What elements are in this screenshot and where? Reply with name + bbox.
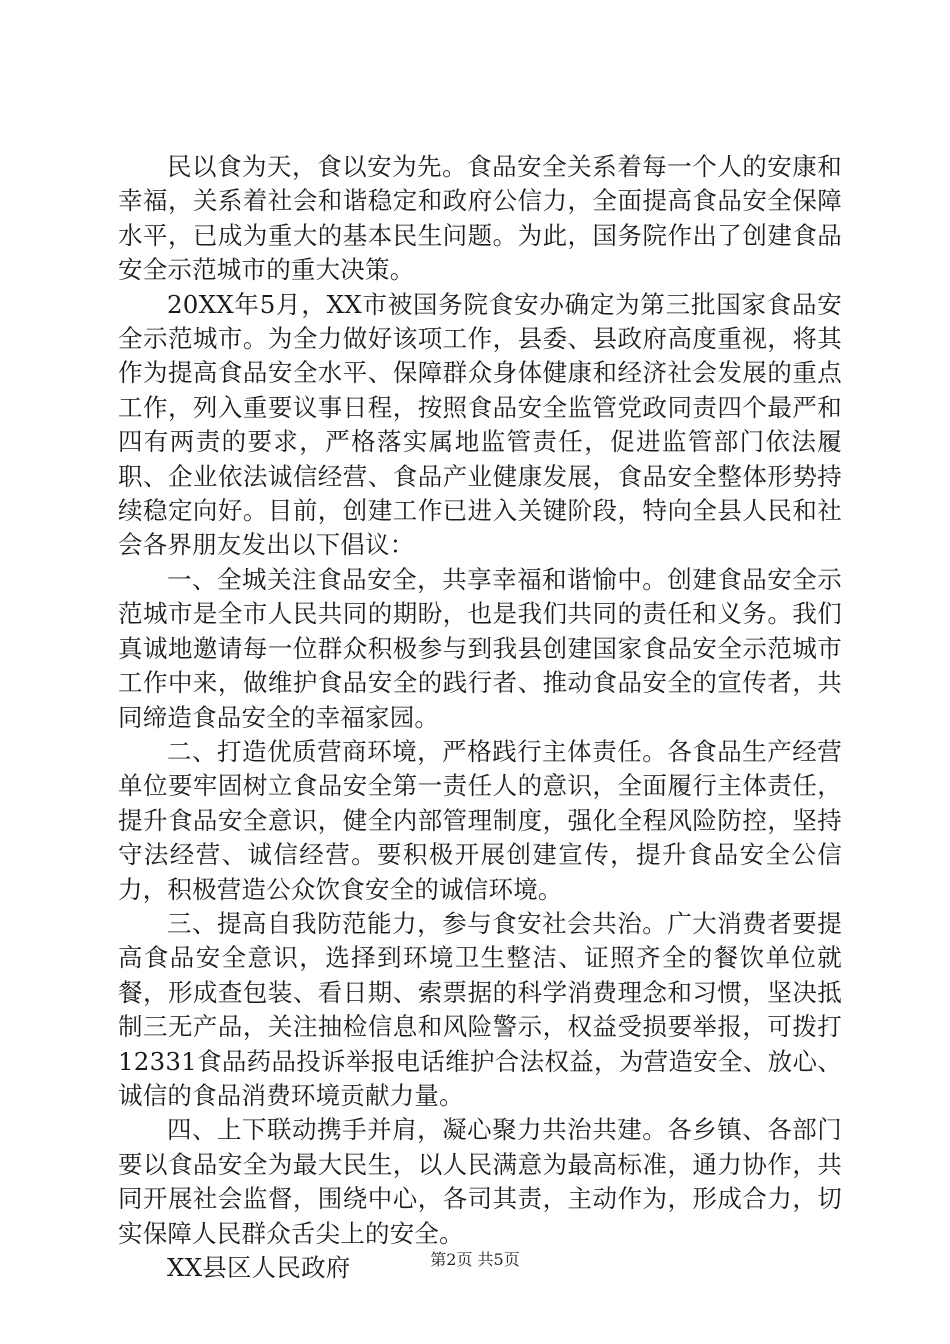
- paragraph-intro: 民以食为天，食以安为先。食品安全关系着每一个人的安康和幸福，关系着社会和谐稳定和政府公信力，全面提高食品安全保障水平，已成为重大的基本民生问题。为此，国务院作出了创建食品安全示范城市的重大决策。: [118, 152, 842, 285]
- paragraph-point-two: 二、打造优质营商环境，严格践行主体责任。各食品生产经营单位要牢固树立食品安全第一责任人的意识，全面履行主体责任，提升食品安全意识，健全内部管理制度，强化全程风险防控，坚持守法经营、诚信经营。要积极开展创建宣传，提升食品安全公信力，积极营造公众饮食安全的诚信环境。: [118, 736, 842, 904]
- paragraph-point-four: 四、上下联动携手并肩，凝心聚力共治共建。各乡镇、各部门要以食品安全为最大民生，以人民满意为最高标准，通力协作，共同开展社会监督，围绕中心，各司其责，主动作为，形成合力，切实保障人民群众舌尖上的安全。: [118, 1115, 842, 1248]
- signature: XX县区人民政府: [167, 1253, 351, 1282]
- paragraph-point-one: 一、全城关注食品安全，共享幸福和谐愉中。创建食品安全示范城市是全市人民共同的期盼，也是我们共同的责任和义务。我们真诚地邀请每一位群众积极参与到我县创建国家食品安全示范城市工作中来，做维护食品安全的践行者、推动食品安全的宣传者，共同缔造食品安全的幸福家园。: [118, 564, 842, 732]
- document-body: [118, 150, 842, 1285]
- paragraph-background: 20XX年5月，XX市被国务院食安办确定为第三批国家食品安全示范城市。为全力做好该项工作，县委、县政府高度重视，将其作为提高食品安全水平、保障群众身体健康和经济社会发展的重点工作，列入重要议事日程，按照食品安全监管党政同责四个最严和四有两责的要求，严格落实属地监管责任，促进监管部门依法履职、企业依法诚信经营、食品产业健康发展，食品安全整体形势持续稳定向好。目前，创建工作已进入关键阶段，特向全县人民和社会各界朋友发出以下倡议：: [118, 289, 842, 560]
- page-footer: 第2页 共5页: [430, 1250, 520, 1269]
- paragraph-point-three: 三、提高自我防范能力，参与食安社会共治。广大消费者要提高食品安全意识，选择到环境卫生整洁、证照齐全的餐饮单位就餐，形成查包装、看日期、索票据的科学消费理念和习惯，坚决抵制三无产品，关注抽检信息和风险警示，权益受损要举报，可拨打12331食品药品投诉举报电话维护合法权益，为营造安全、放心、诚信的食品消费环境贡献力量。: [118, 908, 842, 1110]
